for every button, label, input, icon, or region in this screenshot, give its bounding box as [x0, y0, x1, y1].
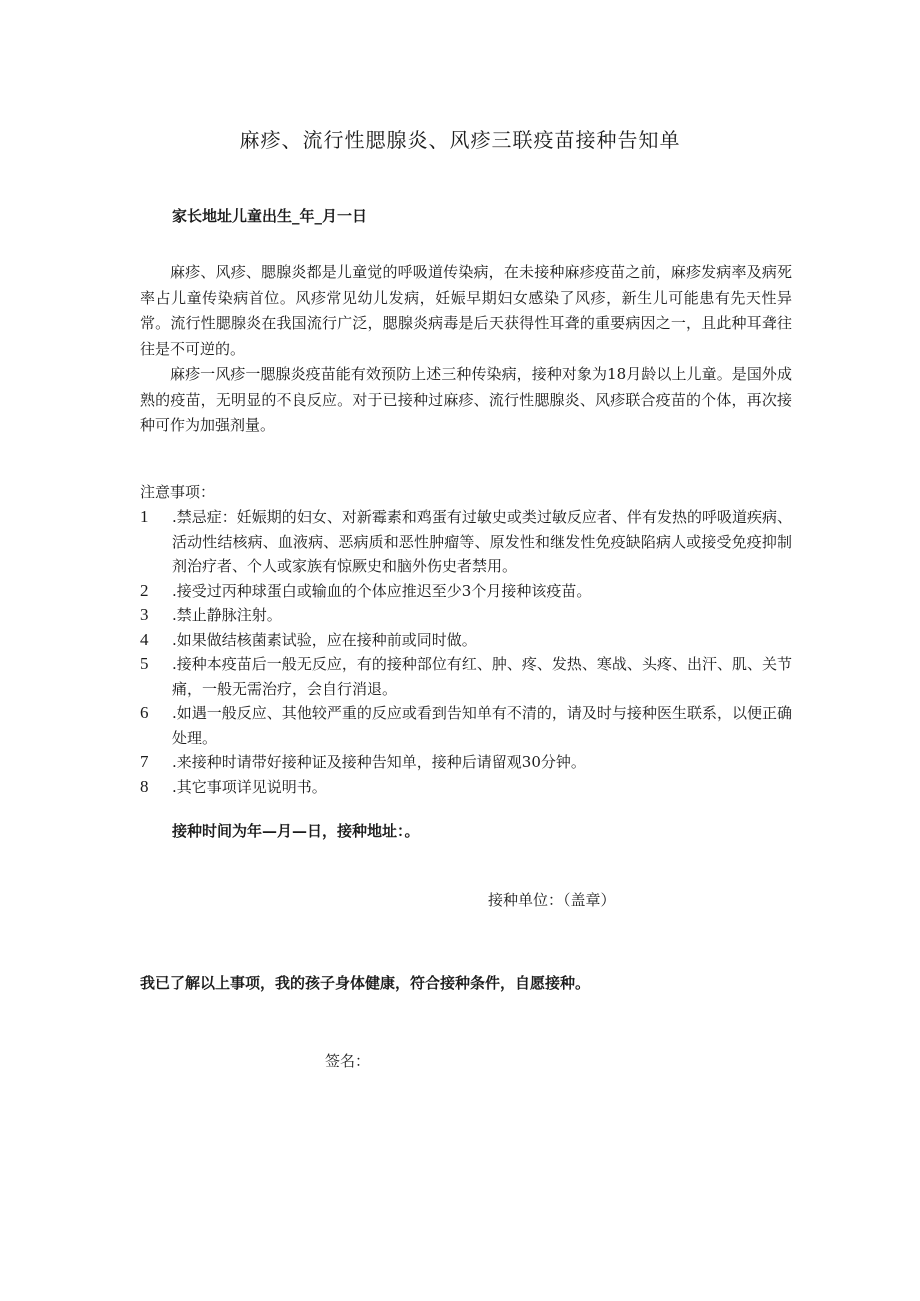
note-number: 5	[140, 654, 149, 673]
consent-statement: 我已了解以上事项，我的孩子身体健康，符合接种条件，自愿接种。	[140, 974, 591, 992]
note-item	[140, 652, 792, 701]
note-text: .接受过丙种球蛋白或输血的个体应推迟至少3个月接种该疫苗。	[172, 581, 592, 600]
note-item	[140, 579, 792, 604]
document-title: 麻疹、流行性腮腺炎、风疹三联疫苗接种告知单	[239, 128, 681, 152]
note-text: .来接种时请带好接种证及接种告知单，接种后请留观30分钟。	[172, 753, 586, 771]
note-item	[140, 603, 792, 628]
note-number: 3	[140, 605, 149, 624]
note-item	[140, 775, 792, 800]
note-number: 8	[140, 776, 149, 796]
note-item	[140, 505, 792, 579]
note-text: .接种本疫苗后一般无反应，有的接种部位有红、肿、疼、发热、寒战、头疼、出汗、肌、关节痛，一般无需治疗，会自行消退。	[172, 655, 792, 698]
notes-heading: 注意事项：	[140, 483, 216, 501]
intro-paragraph: 麻疹一风疹一腮腺炎疫苗能有效预防上述三种传染病，接种对象为18月龄以上儿童。是国外成熟的疫苗，无明显的不良反应。对于已接种过麻疹、流行性腮腺炎、风疹联合疫苗的个体，再次接种可作为加强剂量。	[140, 365, 792, 434]
vaccination-time-line: 接种时间为年—月—日，接种地址：。	[172, 822, 420, 840]
intro-section	[140, 260, 792, 439]
note-number: 6	[140, 703, 149, 722]
note-text: .禁忌症：妊娠期的妇女、对新霉素和鸡蛋有过敏史或类过敏反应者、伴有发热的呼吸道疾病、活动性结核病、血液病、恶病质和恶性肿瘤等、原发性和继发性免疫缺陷病人或接受免疫抑制剂治疗者、个人或家族有惊厥史和脑外伤史者禁用。	[172, 508, 792, 575]
note-text: .如果做结核菌素试验，应在接种前或同时做。	[172, 630, 477, 649]
note-item	[140, 750, 792, 775]
note-number: 2	[140, 580, 149, 600]
note-text: .其它事项详见说明书。	[172, 777, 327, 796]
intro-paragraph: 麻疹、风疹、腮腺炎都是儿童觉的呼吸道传染病，在未接种麻疹疫苗之前，麻疹发病率及病死率占儿童传染病首位。风疹常见幼儿发病，妊娠早期妇女感染了风疹，新生儿可能患有先天性异常。流行性腮腺炎在我国流行广泛，腮腺炎病毒是后天获得性耳聋的重要病因之一，且此种耳聋往往是不可逆的。	[140, 263, 792, 358]
note-text: .如遇一般反应、其他较严重的反应或看到告知单有不清的，请及时与接种医生联系，以便正确处理。	[172, 704, 792, 747]
note-number: 4	[140, 629, 149, 649]
vaccination-unit-line: 接种单位：（盖章）	[488, 891, 616, 909]
note-number: 1	[140, 507, 149, 526]
note-item	[140, 701, 792, 750]
note-item	[140, 628, 792, 653]
signature-label: 签名：	[325, 1052, 371, 1070]
note-text: .禁止静脉注射。	[172, 606, 282, 624]
notes-list	[140, 505, 792, 799]
parent-info-line: 家长地址儿童出生_年_月一日	[172, 207, 368, 225]
note-number: 7	[140, 752, 149, 771]
